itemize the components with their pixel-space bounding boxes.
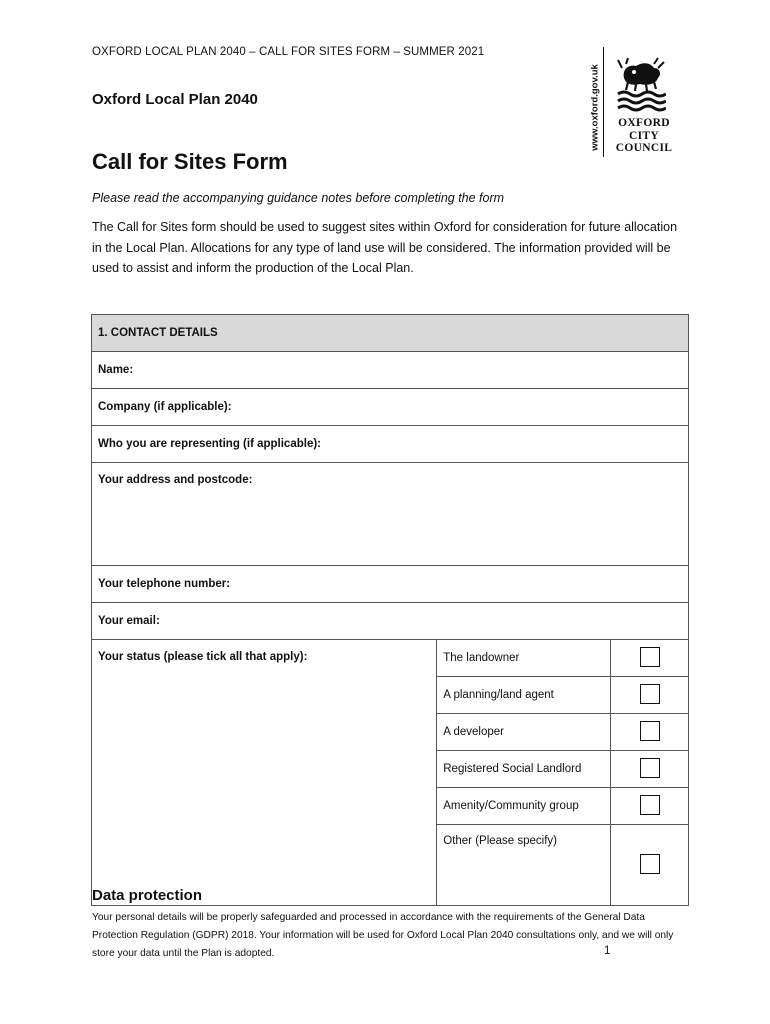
status-option-label: A planning/land agent [437,677,611,714]
logo-url: www.oxford.gov.uk [589,64,601,151]
logo-line-2: CITY [629,129,659,142]
guidance-note: Please read the accompanying guidance notes before completing the form [92,191,505,205]
logo-wordmark [612,117,676,155]
section-title: 1. CONTACT DETAILS [92,315,689,352]
status-option-label: Amenity/Community group [437,788,611,825]
data-protection-text: Your personal details will be properly safeguarded and processed in accordance with the requirements of the General Data Protection Regulation (GDPR) 2018. Your information will be used for Oxford Local Plan 2040 consultations only, and we will only store your data until the Plan is adopted. [92,912,674,959]
document-subtitle: Oxford Local Plan 2040 [92,91,258,108]
checkbox-landowner[interactable] [640,647,660,667]
status-option-label: Registered Social Landlord [437,751,611,788]
checkbox-community-group[interactable] [640,795,660,815]
name-field[interactable]: Name: [92,352,689,389]
checkbox-developer[interactable] [640,721,660,741]
status-option-label: Other (Please specify) [437,825,611,906]
ox-crest-icon [614,56,666,116]
data-protection-heading: Data protection [92,887,203,904]
logo-line-1: OXFORD [618,117,670,129]
status-option-label: The landowner [437,640,611,677]
logo-divider [603,47,604,157]
status-label: Your status (please tick all that apply): [92,640,437,906]
company-field[interactable]: Company (if applicable): [92,389,689,426]
contact-details-form [91,314,689,906]
status-option-label: A developer [437,714,611,751]
representing-field[interactable]: Who you are representing (if applicable): [92,426,689,463]
checkbox-social-landlord[interactable] [640,758,660,778]
running-header: OXFORD LOCAL PLAN 2040 – CALL FOR SITES FORM – SUMMER 2021 [92,46,485,58]
intro-paragraph: The Call for Sites form should be used to suggest sites within Oxford for consideration for future allocation in the Local Plan. Allocations for any type of land use will be considered. The information provided will be used to assist and inform the production of the Local Plan. [92,220,678,275]
email-field[interactable]: Your email: [92,603,689,640]
page-title: Call for Sites Form [92,149,288,174]
telephone-field[interactable]: Your telephone number: [92,566,689,603]
checkbox-other[interactable] [640,854,660,874]
page-number: 1 [604,945,611,957]
checkbox-planning-agent[interactable] [640,684,660,704]
address-field[interactable]: Your address and postcode: [92,463,689,566]
logo-line-3: COUNCIL [615,142,673,154]
